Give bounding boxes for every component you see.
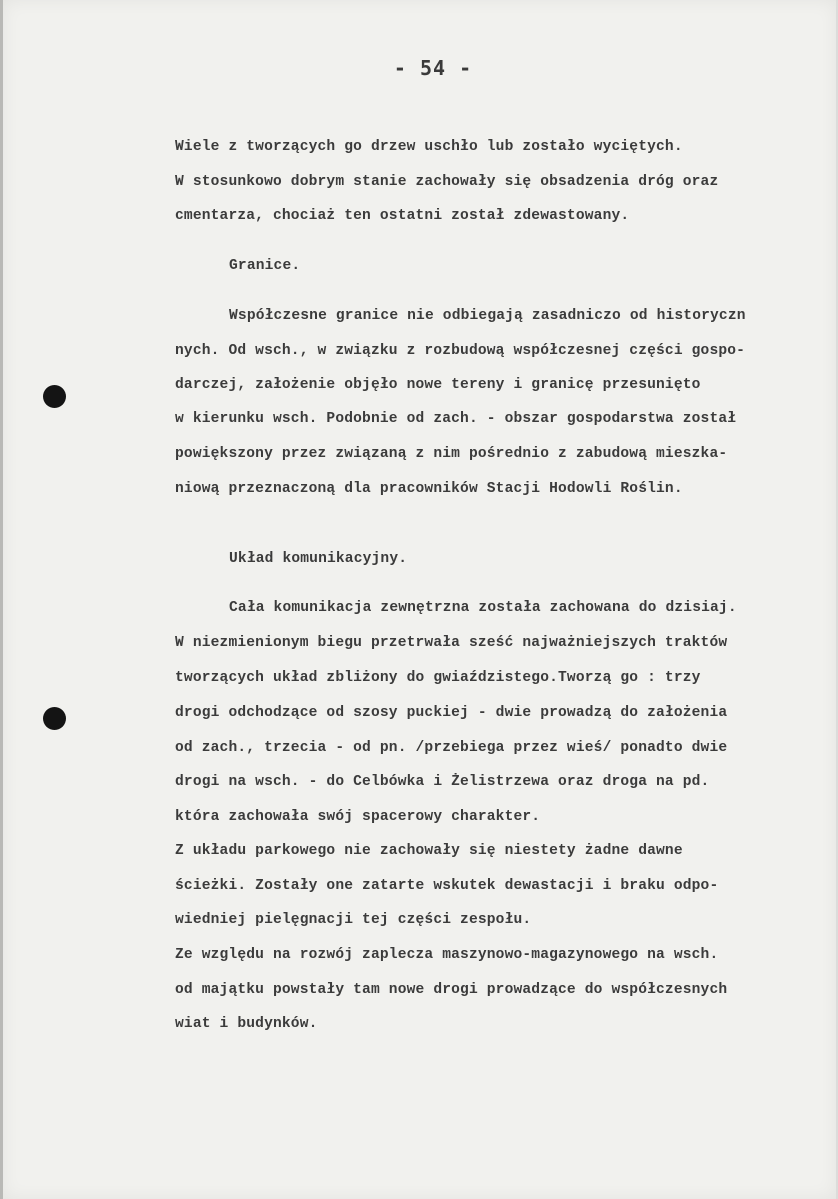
uklad-line-11: Ze względu na rozwój zaplecza maszynowo-magazynowego na wsch. [175, 947, 719, 963]
intro-line-1: Wiele z tworzących go drzew uschło lub zostało wyciętych. [175, 139, 683, 155]
granice-line-1: Współczesne granice nie odbiegają zasadniczo od historyczn [229, 308, 746, 324]
uklad-line-12: od majątku powstały tam nowe drogi prowadzące do współczesnych [175, 982, 728, 998]
intro-line-3: cmentarza, chociaż ten ostatni został zdewastowany. [175, 208, 630, 224]
uklad-line-13: wiat i budynków. [175, 1016, 318, 1032]
uklad-line-5: od zach., trzecia - od pn. /przebiega przez wieś/ ponadto dwie [175, 740, 728, 756]
document-page [3, 0, 836, 1199]
uklad-line-10: wiedniej pielęgnacji tej części zespołu. [175, 912, 532, 928]
granice-line-3: darczej, założenie objęło nowe tereny i granicę przesunięto [175, 377, 701, 393]
page-number: - 54 - [393, 56, 473, 80]
uklad-line-3: tworzących układ zbliżony do gwiaździstego.Tworzą go : trzy [175, 670, 701, 686]
intro-line-2: W stosunkowo dobrym stanie zachowały się obsadzenia dróg oraz [175, 174, 719, 190]
heading-granice: Granice. [229, 258, 301, 274]
granice-line-5: powiększony przez związaną z nim pośrednio z zabudową mieszka- [175, 446, 728, 462]
uklad-line-4: drogi odchodzące od szosy puckiej - dwie prowadzą do założenia [175, 705, 728, 721]
uklad-line-7: która zachowała swój spacerowy charakter. [175, 809, 541, 825]
granice-line-6: niową przeznaczoną dla pracowników Stacji Hodowli Roślin. [175, 481, 683, 497]
uklad-line-2: W niezmienionym biegu przetrwała sześć najważniejszych traktów [175, 635, 728, 651]
uklad-line-8: Z układu parkowego nie zachowały się niestety żadne dawne [175, 843, 683, 859]
binder-hole-top [43, 385, 66, 408]
granice-line-2: nych. Od wsch., w związku z rozbudową współczesnej części gospo- [175, 343, 746, 359]
granice-line-4: w kierunku wsch. Podobnie od zach. - obszar gospodarstwa został [175, 411, 737, 427]
heading-uklad: Układ komunikacyjny. [229, 551, 408, 567]
uklad-line-9: ścieżki. Zostały one zatarte wskutek dewastacji i braku odpo- [175, 878, 719, 894]
binder-hole-bottom [43, 707, 66, 730]
uklad-line-1: Cała komunikacja zewnętrzna została zachowana do dzisiaj. [229, 600, 737, 616]
uklad-line-6: drogi na wsch. - do Celbówka i Żelistrzewa oraz droga na pd. [175, 774, 710, 790]
